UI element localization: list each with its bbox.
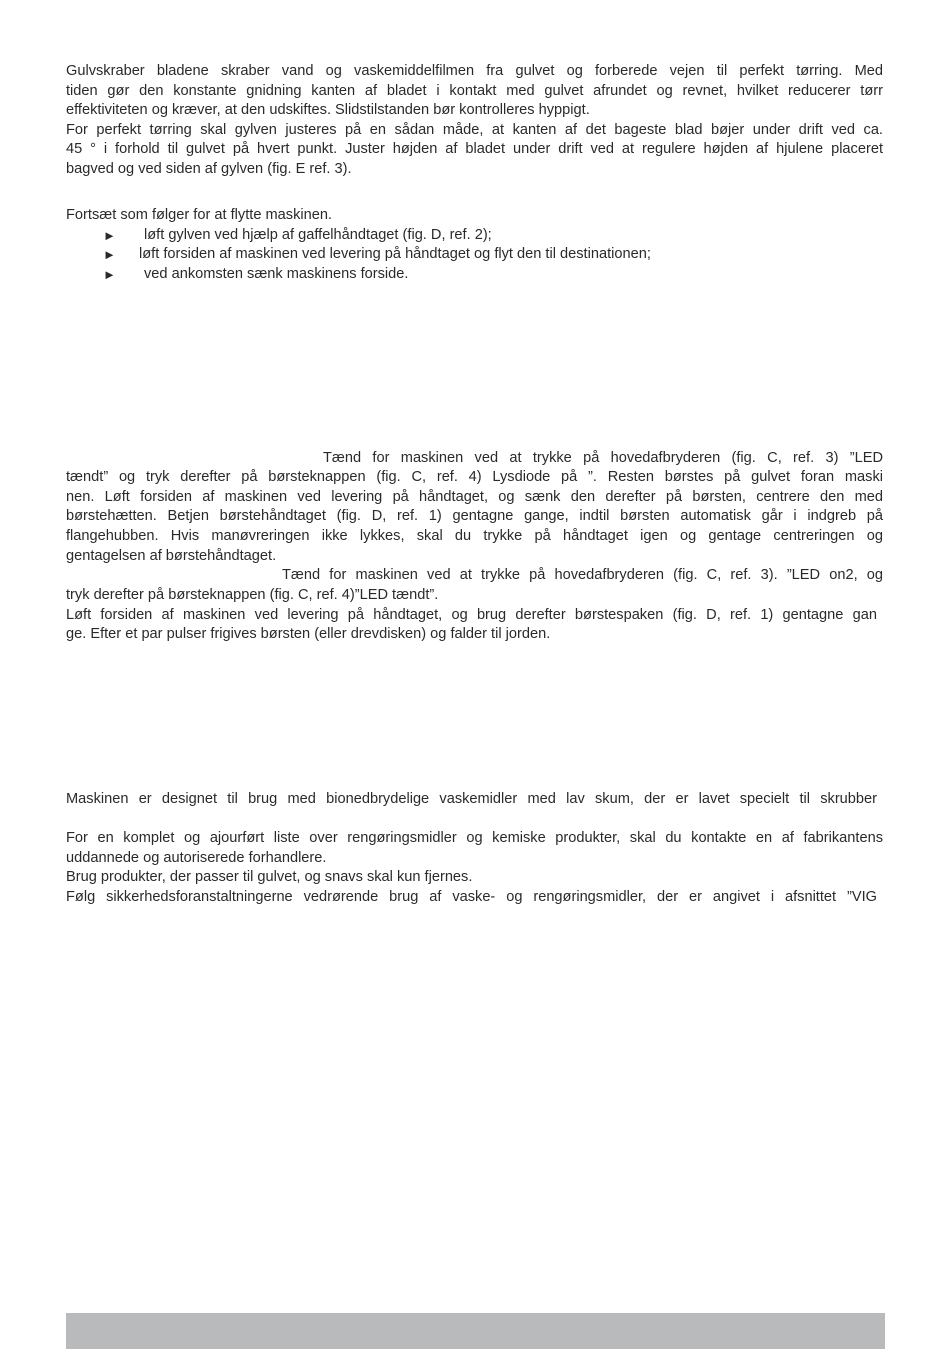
paragraph-line: tændt” og tryk derefter på børsteknappen (fig. C, ref. 4) Lysdiode på ”. Resten børstes på gulvet foran maski xyxy=(66,469,883,485)
paragraph-line: For en komplet og ajourført liste over rengøringsmidler og kemiske produkter, skal du kontakte en af fabrikantens xyxy=(66,830,883,846)
bullet-arrow-icon: ► xyxy=(103,267,116,282)
bullet-arrow-icon: ► xyxy=(103,247,116,262)
paragraph-line: For perfekt tørring skal gylven justeres på en sådan måde, at kanten af det bageste blad bøjer under drift ved ca. xyxy=(66,122,883,138)
footer-bar xyxy=(66,1313,885,1349)
list-item: ved ankomsten sænk maskinens forside. xyxy=(144,266,409,282)
paragraph-line: Brug produkter, der passer til gulvet, og snavs skal kun fjernes. xyxy=(66,869,473,885)
paragraph-line: Følg sikkerhedsforanstaltningerne vedrørende brug af vaske- og rengøringsmidler, der er angivet i afsnittet ”VIG xyxy=(66,889,877,905)
paragraph-line: tiden gør den konstante gnidning kanten af bladet i kontakt med gulvet afrundet og revnet, hvilket reducerer tørr xyxy=(66,83,883,99)
paragraph-line: børstehætten. Betjen børstehåndtaget (fig. D, ref. 1) gentagne gange, indtil børsten automatisk går i indgreb på xyxy=(66,508,883,524)
bullet-arrow-icon: ► xyxy=(103,228,116,243)
paragraph-line: gentagelsen af børstehåndtaget. xyxy=(66,548,277,564)
paragraph-line: Maskinen er designet til brug med bionedbrydelige vaskemidler med lav skum, der er lavet specielt til skrubber xyxy=(66,791,877,807)
paragraph-line: Tænd for maskinen ved at trykke på hovedafbryderen (fig. C, ref. 3) ”LED xyxy=(323,450,883,466)
paragraph-line: nen. Løft forsiden af maskinen ved levering på håndtaget, og sænk den derefter på børsten, centrere den med xyxy=(66,489,883,505)
paragraph-line: 45 ° i forhold til gulvet på hvert punkt. Juster højden af bladet under drift ved at regulere højden af hjulene placeret xyxy=(66,141,883,157)
paragraph-line: flangehubben. Hvis manøvreringen ikke lykkes, skal du trykke på håndtaget igen og gentage centreringen og xyxy=(66,528,883,544)
paragraph-line: effektiviteten og kræver, at den udskiftes. Slidstilstanden bør kontrolleres hyppigt. xyxy=(66,102,590,118)
list-intro: Fortsæt som følger for at flytte maskinen. xyxy=(66,207,333,223)
paragraph-line: Tænd for maskinen ved at trykke på hovedafbryderen (fig. C, ref. 3). ”LED on2, og xyxy=(282,567,883,583)
paragraph-line: ge. Efter et par pulser frigives børsten (eller drevdisken) og falder til jorden. xyxy=(66,626,551,642)
paragraph-line: bagved og ved siden af gylven (fig. E ref. 3). xyxy=(66,161,352,177)
list-item: løft forsiden af maskinen ved levering på håndtaget og flyt den til destinationen; xyxy=(139,246,651,262)
paragraph-line: Gulvskraber bladene skraber vand og vaskemiddelfilmen fra gulvet og forberede vejen til perfekt tørring. Med xyxy=(66,63,883,79)
paragraph-line: Løft forsiden af maskinen ved levering på håndtaget, og brug derefter børstespaken (fig. D, ref. 1) gentagne gan xyxy=(66,607,877,623)
paragraph-line: tryk derefter på børsteknappen (fig. C, ref. 4)”LED tændt”. xyxy=(66,587,439,603)
paragraph-line: uddannede og autoriserede forhandlere. xyxy=(66,850,327,866)
list-item: løft gylven ved hjælp af gaffelhåndtaget (fig. D, ref. 2); xyxy=(144,227,492,243)
